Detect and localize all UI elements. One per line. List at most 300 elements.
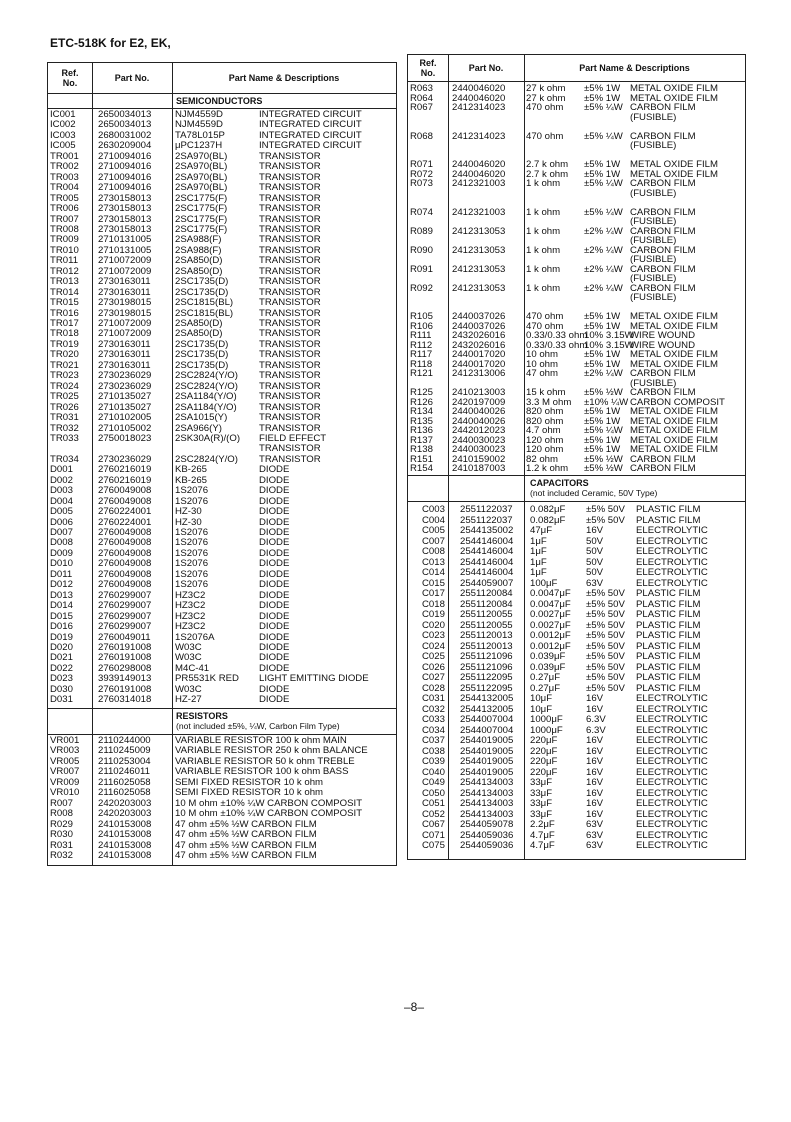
part-no-cell: 2432026016 bbox=[452, 330, 506, 341]
description-cell: INTEGRATED CIRCUIT bbox=[259, 129, 362, 141]
ref-cell: C031 bbox=[422, 693, 445, 704]
part-no-cell: 2760049008 bbox=[98, 527, 152, 538]
part-name-cell: 2SC1735(D) bbox=[175, 276, 229, 288]
part-no-cell: 2544019005 bbox=[460, 756, 514, 767]
description-cell: METAL OXIDE FILM bbox=[630, 349, 718, 360]
spec-cell: ±5% 1W bbox=[584, 83, 621, 94]
ref-cell: C013 bbox=[422, 556, 445, 568]
page-number: –8– bbox=[404, 1000, 425, 1014]
description-cell: (FUSIBLE) bbox=[630, 140, 677, 151]
table-row bbox=[48, 851, 396, 861]
ref-cell: D015 bbox=[50, 610, 73, 622]
spec-cell: 16V bbox=[586, 756, 604, 767]
description-cell: TRANSISTOR bbox=[259, 182, 321, 194]
spec-cell: ±5% 50V bbox=[586, 640, 625, 652]
description-cell: 47 ohm ±5% ½W CARBON FILM bbox=[175, 818, 317, 830]
ref-cell: TR008 bbox=[50, 223, 79, 235]
part-no-cell: 2551122095 bbox=[460, 672, 513, 683]
description-cell: ELECTROLYTIC bbox=[636, 714, 708, 725]
part-no-cell: 2710135027 bbox=[98, 391, 152, 403]
part-no-cell: 2710102005 bbox=[98, 412, 152, 424]
part-no-cell: 2710131005 bbox=[98, 234, 152, 246]
part-name-cell: 2SA970(BL) bbox=[175, 161, 228, 173]
table-row bbox=[48, 809, 396, 819]
part-name-cell: W03C bbox=[175, 652, 202, 664]
ref-cell: TR026 bbox=[50, 401, 79, 413]
spec-cell: ±5% 1W bbox=[584, 92, 621, 104]
value-cell: 220μF bbox=[530, 766, 558, 778]
description-cell: TRANSISTOR bbox=[259, 391, 321, 403]
part-name-cell: KB-265 bbox=[175, 464, 207, 476]
ref-cell: VR009 bbox=[50, 776, 80, 788]
ref-cell: D013 bbox=[50, 589, 73, 601]
description-cell: DIODE bbox=[259, 474, 290, 486]
ref-cell: TR018 bbox=[50, 328, 79, 340]
ref-cell: R091 bbox=[410, 263, 433, 275]
description-cell: TRANSISTOR bbox=[259, 244, 321, 256]
part-no-cell: 2730163011 bbox=[98, 286, 151, 298]
description-cell: LIGHT EMITTING DIODE bbox=[259, 673, 369, 685]
description-cell: DIODE bbox=[259, 537, 290, 549]
part-no-cell: 2544019005 bbox=[460, 735, 514, 746]
spec-cell: 16V bbox=[586, 745, 604, 757]
description-cell: 47 ohm ±5% ½W CARBON FILM bbox=[175, 849, 317, 861]
ref-cell: D004 bbox=[50, 495, 73, 507]
part-name-cell: 2SC1775(F) bbox=[175, 213, 228, 225]
value-cell: 0.039μF bbox=[530, 661, 566, 673]
part-no-cell: 2650034013 bbox=[98, 119, 152, 131]
part-no-cell: 2440046020 bbox=[452, 168, 506, 180]
ref-cell: R106 bbox=[410, 320, 433, 332]
value-cell: 820 ohm bbox=[526, 415, 564, 427]
ref-cell: R030 bbox=[50, 829, 73, 841]
description-cell: VARIABLE RESISTOR 50 k ohm TREBLE bbox=[175, 755, 355, 767]
description-cell: (FUSIBLE) bbox=[630, 273, 677, 284]
spec-cell: 10% 3.15W bbox=[584, 330, 634, 341]
table-row bbox=[48, 413, 396, 423]
value-cell: 82 ohm bbox=[526, 453, 558, 465]
value-cell: 0.27μF bbox=[530, 682, 561, 694]
description-cell: TRANSISTOR bbox=[259, 412, 321, 424]
part-no-cell: 2440030023 bbox=[452, 434, 506, 446]
part-no-cell: 2760299007 bbox=[98, 621, 152, 633]
description-cell: TRANSISTOR bbox=[259, 401, 321, 413]
value-cell: 0.33/0.33 ohm bbox=[526, 339, 588, 351]
spec-cell: ±5% 1W bbox=[584, 406, 621, 417]
ref-cell: R073 bbox=[410, 178, 433, 189]
description-cell: TRANSISTOR bbox=[259, 286, 321, 298]
part-no-cell: 2410153008 bbox=[98, 839, 152, 851]
ref-cell: TR001 bbox=[50, 150, 79, 162]
description-cell: DIODE bbox=[259, 621, 290, 633]
value-cell: 0.0012μF bbox=[530, 640, 571, 652]
ref-cell: TR006 bbox=[50, 203, 79, 215]
spec-cell: ±5% 50V bbox=[586, 682, 625, 694]
description-cell: TRANSISTOR bbox=[259, 349, 321, 361]
part-name-cell: 2SC1735(D) bbox=[175, 349, 229, 361]
ref-cell: R008 bbox=[50, 808, 73, 820]
description-cell: PLASTIC FILM bbox=[636, 661, 701, 673]
part-no-cell: 2551120084 bbox=[460, 588, 513, 599]
value-cell: 120 ohm bbox=[526, 444, 564, 455]
part-no-cell: 2412313006 bbox=[452, 368, 506, 379]
description-cell: CARBON FILM bbox=[630, 244, 696, 256]
spec-cell: ±5% ¼W bbox=[584, 178, 623, 189]
ref-cell: D001 bbox=[50, 464, 73, 476]
part-name-cell: 1S2076 bbox=[175, 537, 209, 549]
part-no-cell: 2420203003 bbox=[98, 797, 152, 809]
description-cell: ELECTROLYTIC bbox=[636, 535, 708, 547]
ref-cell: C008 bbox=[422, 546, 445, 557]
part-name-cell: W03C bbox=[175, 683, 202, 695]
part-no-cell: 2730158013 bbox=[98, 223, 152, 235]
ref-cell: IC001 bbox=[50, 109, 76, 120]
part-no-cell: 2544059036 bbox=[460, 829, 514, 841]
spec-cell: ±5% ¼W bbox=[584, 130, 623, 142]
part-no-cell: 2440030023 bbox=[452, 444, 506, 455]
section-semiconductors: SEMICONDUCTORS bbox=[176, 96, 263, 106]
description-cell: DIODE bbox=[259, 568, 290, 580]
table-row bbox=[408, 610, 745, 620]
description-cell: INTEGRATED CIRCUIT bbox=[259, 140, 362, 152]
ref-cell: TR023 bbox=[50, 370, 79, 382]
part-no-cell: 2710072009 bbox=[98, 328, 152, 340]
description-cell: ELECTROLYTIC bbox=[636, 724, 708, 736]
description-cell: TRANSISTOR bbox=[259, 297, 321, 309]
ref-cell: TR031 bbox=[50, 412, 79, 424]
description-cell: ELECTROLYTIC bbox=[636, 798, 708, 809]
table-row bbox=[48, 507, 396, 517]
ref-cell: C026 bbox=[422, 661, 445, 673]
spec-cell: ±10% ¼W bbox=[584, 396, 629, 408]
table-row bbox=[408, 715, 745, 725]
value-cell: 10 ohm bbox=[526, 358, 558, 370]
part-no-cell: 2551120084 bbox=[460, 598, 513, 610]
value-cell: 27 k ohm bbox=[526, 92, 566, 104]
description-cell: ELECTROLYTIC bbox=[636, 556, 708, 568]
part-name-cell: 2SA970(BL) bbox=[175, 182, 228, 194]
part-no-cell: 2710105002 bbox=[98, 422, 152, 434]
part-name-cell: μPC1237H bbox=[175, 140, 223, 152]
ref-cell: D023 bbox=[50, 673, 73, 685]
value-cell: 1 k ohm bbox=[526, 282, 561, 294]
part-name-cell: 2SA988(F) bbox=[175, 234, 222, 246]
description-cell: ELECTROLYTIC bbox=[636, 745, 708, 757]
description-cell: INTEGRATED CIRCUIT bbox=[259, 109, 362, 120]
table-row bbox=[48, 830, 396, 840]
value-cell: 4.7μF bbox=[530, 840, 555, 851]
spec-cell: ±5% 50V bbox=[586, 672, 625, 683]
part-name-cell: 1S2076A bbox=[175, 631, 215, 643]
spec-cell: 50V bbox=[586, 556, 604, 568]
ref-cell: C039 bbox=[422, 756, 445, 767]
description-cell: DIODE bbox=[259, 558, 290, 570]
table-row bbox=[48, 622, 396, 632]
ref-cell: IC003 bbox=[50, 129, 76, 141]
ref-cell: R068 bbox=[410, 130, 433, 142]
part-no-cell: 2544146004 bbox=[460, 556, 514, 568]
value-cell: 2.2μF bbox=[530, 819, 555, 830]
part-no-cell: 2410159002 bbox=[452, 453, 506, 465]
part-name-cell: HZ-30 bbox=[175, 516, 202, 528]
ref-cell: R105 bbox=[410, 311, 433, 322]
description-cell: ELECTROLYTIC bbox=[636, 819, 708, 830]
ref-cell: D003 bbox=[50, 485, 73, 497]
ref-cell: C049 bbox=[422, 777, 445, 788]
description-cell: DIODE bbox=[259, 631, 290, 643]
table-header bbox=[48, 63, 396, 94]
description-cell: 47 ohm ±5% ½W CARBON FILM bbox=[175, 829, 317, 841]
ref-cell: D030 bbox=[50, 683, 73, 695]
ref-cell: C027 bbox=[422, 672, 445, 683]
value-cell: 2.7 k ohm bbox=[526, 159, 569, 170]
value-cell: 33μF bbox=[530, 798, 553, 809]
part-no-cell: 2710072009 bbox=[98, 318, 152, 329]
part-no-cell: 2760216019 bbox=[98, 464, 152, 476]
value-cell: 0.0027μF bbox=[530, 609, 571, 620]
description-cell: TRANSISTOR bbox=[259, 203, 321, 215]
ref-cell: C015 bbox=[422, 577, 445, 589]
description-cell: (FUSIBLE) bbox=[630, 187, 677, 199]
ref-cell: R090 bbox=[410, 244, 433, 256]
part-no-cell: 2710131005 bbox=[98, 244, 152, 256]
part-name-cell: 2SC1735(D) bbox=[175, 338, 229, 350]
description-cell: TRANSISTOR bbox=[259, 318, 321, 329]
ref-cell: C040 bbox=[422, 766, 445, 778]
ref-cell: TR011 bbox=[50, 255, 79, 267]
part-no-cell: 2551120055 bbox=[460, 619, 513, 631]
ref-cell: R151 bbox=[410, 453, 433, 465]
ref-cell: R137 bbox=[410, 434, 433, 446]
spec-cell: ±2% ¼W bbox=[584, 225, 623, 237]
part-no-cell: 2730198015 bbox=[98, 307, 152, 319]
part-no-cell: 2544007004 bbox=[460, 714, 514, 725]
description-cell: CARBON FILM bbox=[630, 453, 696, 465]
value-cell: 120 ohm bbox=[526, 434, 564, 446]
ref-cell: R112 bbox=[410, 339, 433, 351]
description-cell: DIODE bbox=[259, 683, 290, 695]
value-cell: 0.27μF bbox=[530, 672, 561, 683]
part-no-cell: 2544134003 bbox=[460, 777, 514, 788]
table-row bbox=[408, 589, 745, 599]
ref-cell: R121 bbox=[410, 368, 433, 379]
part-no-cell: 2551120013 bbox=[460, 630, 513, 641]
part-no-cell: 2410213003 bbox=[452, 387, 506, 398]
description-cell: TRANSISTOR bbox=[259, 328, 321, 340]
part-name-cell: 2SA1184(Y/O) bbox=[175, 391, 237, 403]
part-no-cell: 2630209004 bbox=[98, 140, 152, 152]
description-cell: (FUSIBLE) bbox=[630, 216, 677, 227]
ref-cell: D009 bbox=[50, 547, 73, 559]
value-cell: 0.082μF bbox=[530, 514, 566, 526]
ref-cell: D005 bbox=[50, 506, 73, 518]
part-no-cell: 2730163011 bbox=[98, 338, 151, 350]
description-cell: PLASTIC FILM bbox=[636, 504, 701, 515]
ref-cell: D031 bbox=[50, 694, 73, 706]
description-cell: (FUSIBLE) bbox=[630, 254, 677, 265]
part-name-cell: 2SA1184(Y/O) bbox=[175, 401, 237, 413]
description-cell: (FUSIBLE) bbox=[630, 292, 677, 303]
ref-cell: IC002 bbox=[50, 119, 76, 131]
ref-cell: TR024 bbox=[50, 380, 79, 392]
value-cell: 1 k ohm bbox=[526, 225, 561, 237]
part-no-cell: 2116025058 bbox=[98, 787, 151, 799]
ref-cell: C037 bbox=[422, 735, 445, 746]
value-cell: 10μF bbox=[530, 693, 553, 704]
ref-cell: TR004 bbox=[50, 182, 79, 194]
value-cell: 220μF bbox=[530, 756, 558, 767]
table-row bbox=[408, 526, 745, 536]
ref-cell: TR015 bbox=[50, 297, 79, 309]
part-name-cell: 1S2076 bbox=[175, 579, 209, 591]
part-no-cell: 2432026016 bbox=[452, 339, 506, 351]
part-name-cell: 2SC1775(F) bbox=[175, 223, 228, 235]
part-no-cell: 2760299007 bbox=[98, 610, 152, 622]
description-cell: METAL OXIDE FILM bbox=[630, 425, 718, 436]
description-cell: METAL OXIDE FILM bbox=[630, 434, 718, 446]
description-cell: ELECTROLYTIC bbox=[636, 766, 708, 778]
description-cell: PLASTIC FILM bbox=[636, 682, 701, 694]
ref-cell: TR020 bbox=[50, 349, 79, 361]
spec-cell: 63V bbox=[586, 577, 604, 589]
part-name-cell: 2SA1015(Y) bbox=[175, 412, 228, 424]
section-capacitors-note: (not included Ceramic, 50V Type) bbox=[530, 488, 658, 498]
value-cell: 1000μF bbox=[530, 714, 563, 725]
ref-cell: TR016 bbox=[50, 307, 79, 319]
value-cell: 220μF bbox=[530, 735, 558, 746]
part-no-cell: 2412313053 bbox=[452, 225, 506, 237]
value-cell: 27 k ohm bbox=[526, 83, 566, 94]
ref-cell: D021 bbox=[50, 652, 73, 664]
part-name-cell: HZ3C2 bbox=[175, 589, 206, 601]
spec-cell: 16V bbox=[586, 787, 604, 799]
description-cell: PLASTIC FILM bbox=[636, 609, 701, 620]
description-cell: SEMI FIXED RESISTOR 10 k ohm bbox=[175, 776, 324, 788]
description-cell: ELECTROLYTIC bbox=[636, 703, 708, 715]
description-cell: TRANSISTOR bbox=[259, 422, 321, 434]
ref-cell: R032 bbox=[50, 849, 73, 861]
part-no-cell: 2544007004 bbox=[460, 724, 514, 736]
part-no-cell: 2551121096 bbox=[460, 651, 513, 662]
ref-cell: C024 bbox=[422, 640, 445, 652]
description-cell: DIODE bbox=[259, 547, 290, 559]
part-name-cell: 2SC1735(D) bbox=[175, 359, 229, 371]
description-cell: DIODE bbox=[259, 600, 290, 612]
description-cell: PLASTIC FILM bbox=[636, 514, 701, 526]
part-no-cell: 2680031002 bbox=[98, 129, 152, 141]
spec-cell: 16V bbox=[586, 735, 604, 746]
part-no-cell: 2410153008 bbox=[98, 829, 152, 841]
value-cell: 0.0012μF bbox=[530, 630, 571, 641]
ref-cell: C014 bbox=[422, 567, 445, 578]
ref-cell: C017 bbox=[422, 588, 445, 599]
description-cell: TRANSISTOR bbox=[259, 307, 321, 319]
description-cell: CARBON COMPOSIT bbox=[630, 396, 725, 408]
spec-cell: 16V bbox=[586, 703, 604, 715]
ref-cell: D016 bbox=[50, 621, 73, 633]
part-no-cell: 2730163011 bbox=[98, 349, 151, 361]
spec-cell: ±5% ¼W bbox=[584, 425, 623, 436]
description-cell: VARIABLE RESISTOR 250 k ohm BALANCE bbox=[175, 745, 368, 757]
part-name-cell: 2SA970(BL) bbox=[175, 150, 228, 162]
section-capacitors: CAPACITORS bbox=[530, 478, 589, 488]
description-cell: 47 ohm ±5% ½W CARBON FILM bbox=[175, 839, 317, 851]
part-no-cell: 2760191008 bbox=[98, 641, 152, 653]
table-row bbox=[48, 601, 396, 611]
value-cell: 3.3 M ohm bbox=[526, 396, 572, 408]
part-no-cell: 2730158013 bbox=[98, 213, 152, 225]
spec-cell: 16V bbox=[586, 808, 604, 820]
table-row bbox=[408, 568, 745, 578]
description-cell: TRANSISTOR bbox=[259, 370, 321, 382]
description-cell: DIODE bbox=[259, 516, 290, 528]
value-cell: 47μF bbox=[530, 525, 553, 536]
description-cell: TRANSISTOR bbox=[259, 161, 321, 173]
part-name-cell: HZ-30 bbox=[175, 506, 202, 518]
description-cell: ELECTROLYTIC bbox=[636, 756, 708, 767]
description-cell: METAL OXIDE FILM bbox=[630, 159, 718, 170]
part-name-cell: 1S2076 bbox=[175, 485, 209, 497]
ref-cell: C020 bbox=[422, 619, 445, 631]
value-cell: 0.0047μF bbox=[530, 588, 571, 599]
description-cell: METAL OXIDE FILM bbox=[630, 444, 718, 455]
table-row bbox=[48, 298, 396, 308]
description-cell: CARBON FILM bbox=[630, 225, 696, 237]
header-description: Part Name & Descriptions bbox=[579, 63, 690, 73]
part-name-cell: 2SA970(BL) bbox=[175, 171, 228, 183]
part-no-cell: 2412321003 bbox=[452, 206, 506, 218]
spec-cell: ±5% 50V bbox=[586, 661, 625, 673]
part-no-cell: 2544134003 bbox=[460, 798, 514, 809]
spec-cell: 6.3V bbox=[586, 724, 606, 736]
part-no-cell: 2544019005 bbox=[460, 766, 514, 778]
parts-table-left bbox=[47, 62, 397, 866]
ref-cell: R092 bbox=[410, 282, 433, 294]
part-name-cell: 2SA988(F) bbox=[175, 244, 222, 256]
description-cell: TRANSISTOR bbox=[259, 338, 321, 350]
ref-cell: R154 bbox=[410, 463, 433, 474]
part-name-cell: W03C bbox=[175, 641, 202, 653]
part-name-cell: TA78L015P bbox=[175, 129, 225, 141]
description-cell: 10 M ohm ±10% ¼W CARBON COMPOSIT bbox=[175, 797, 363, 809]
ref-cell: R118 bbox=[410, 358, 433, 370]
description-cell: WIRE WOUND bbox=[630, 330, 696, 341]
spec-cell: 16V bbox=[586, 525, 604, 536]
description-cell: ELECTROLYTIC bbox=[636, 787, 708, 799]
spec-cell: 16V bbox=[586, 798, 604, 809]
table-row bbox=[408, 505, 745, 515]
ref-cell: R007 bbox=[50, 797, 73, 809]
table-row bbox=[48, 695, 396, 705]
description-cell: DIODE bbox=[259, 652, 290, 664]
spec-cell: 10% 3.15W bbox=[584, 339, 634, 351]
description-cell: PLASTIC FILM bbox=[636, 630, 701, 641]
description-cell: CARBON FILM bbox=[630, 206, 696, 218]
value-cell: 1 k ohm bbox=[526, 244, 561, 256]
ref-cell: D006 bbox=[50, 516, 73, 528]
description-cell: ELECTROLYTIC bbox=[636, 693, 708, 704]
part-no-cell: 2760224001 bbox=[98, 516, 152, 528]
description-cell: METAL OXIDE FILM bbox=[630, 320, 718, 332]
part-name-cell: 2SC2824(Y/O) bbox=[175, 380, 238, 392]
ref-cell: R136 bbox=[410, 425, 433, 436]
spec-cell: 63V bbox=[586, 829, 604, 841]
spec-cell: ±2% ¼W bbox=[584, 263, 623, 275]
part-name-cell: 2SC2824(Y/O) bbox=[175, 453, 238, 465]
description-cell: CARBON FILM bbox=[630, 102, 696, 113]
ref-cell: C018 bbox=[422, 598, 445, 610]
part-no-cell: 2760299007 bbox=[98, 600, 152, 612]
